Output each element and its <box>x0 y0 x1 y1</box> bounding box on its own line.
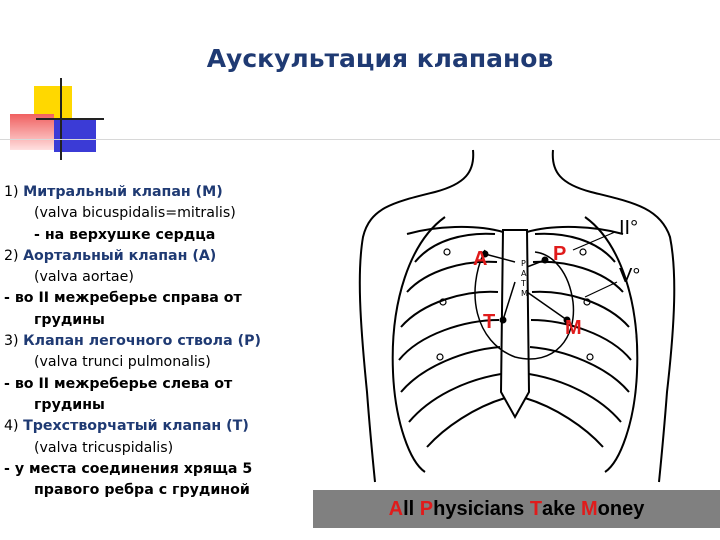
label-m: M <box>565 317 582 339</box>
valve-latin: (valva trunci pulmonalis) <box>34 354 211 371</box>
rib <box>401 347 500 392</box>
pointer-line <box>503 282 515 320</box>
rib <box>530 347 629 392</box>
rib <box>525 398 603 447</box>
list-item-2-heading <box>4 246 314 267</box>
neck-outline <box>553 150 675 482</box>
valve-name: Аортальный клапан (А) <box>23 247 217 264</box>
deco-horizontal-line <box>36 118 104 120</box>
item-number: 4) <box>4 418 19 435</box>
reference-line-v <box>585 282 617 297</box>
slide-title: Аускультация клапанов <box>206 44 554 73</box>
item-number: 3) <box>4 333 19 350</box>
banner-word-rest: ll <box>403 497 420 520</box>
label-p: P <box>553 243 567 265</box>
label-t: T <box>483 311 496 333</box>
rib-marker <box>437 354 443 360</box>
chest-diagram <box>315 142 720 487</box>
valve-name: Трехстворчатый клапан (Т) <box>23 418 249 435</box>
valve-location: - на верхушке сердца <box>34 226 216 243</box>
valve-location: - у места соединения хряща 5 <box>4 460 253 477</box>
rib-marker <box>580 249 586 255</box>
rib <box>409 374 501 422</box>
item-number: 1) <box>4 184 19 200</box>
banner-letter: M <box>580 497 598 520</box>
mnemonic-banner <box>313 490 720 528</box>
banner-letter: P <box>419 497 434 520</box>
valve-name: Митральный клапан (М) <box>23 184 223 200</box>
valve-location: - во II межреберье справа от <box>4 290 242 307</box>
banner-word-rest: ake <box>542 497 581 520</box>
pulmonary-point <box>542 257 549 264</box>
small-label-p: P <box>521 259 526 268</box>
rib-marker <box>587 354 593 360</box>
small-label-a: A <box>521 269 527 278</box>
valve-latin: (valva aortae) <box>34 269 134 286</box>
valve-list <box>4 182 314 501</box>
rib <box>533 262 623 292</box>
title-divider <box>0 139 720 140</box>
valve-location: - во II межреберье слева от <box>4 375 233 392</box>
banner-word-rest: oney <box>597 497 645 520</box>
neck-outline <box>360 150 473 482</box>
list-item-3-heading <box>4 331 314 352</box>
valve-latin: (valva tricuspidalis) <box>34 439 174 456</box>
item-number: 2) <box>4 247 19 264</box>
tricuspid-point <box>500 317 507 324</box>
pointer-line <box>527 292 567 320</box>
banner-letter: T <box>529 497 543 520</box>
valve-location-cont: грудины <box>34 311 105 328</box>
banner-word-rest: hysicians <box>433 497 530 520</box>
list-item-1-heading <box>4 182 314 203</box>
rib <box>529 374 621 422</box>
ribcage-outline <box>393 217 445 472</box>
small-label-m: M <box>521 289 528 298</box>
banner-letter: A <box>388 497 404 520</box>
small-label-t: T <box>521 279 526 288</box>
valve-location-cont: грудины <box>34 396 105 413</box>
label-v: V° <box>619 265 641 287</box>
valve-location-cont: правого ребра с грудиной <box>34 482 250 499</box>
label-a: A <box>473 248 488 270</box>
label-ii: II° <box>619 217 639 239</box>
rib <box>427 398 505 447</box>
list-item-4-heading <box>4 416 314 437</box>
ribcage-outline <box>585 217 637 472</box>
valve-latin: (valva bicuspidalis=mitralis) <box>34 205 236 222</box>
valve-name: Клапан легочного ствола (Р) <box>23 333 261 350</box>
rib-marker <box>444 249 450 255</box>
